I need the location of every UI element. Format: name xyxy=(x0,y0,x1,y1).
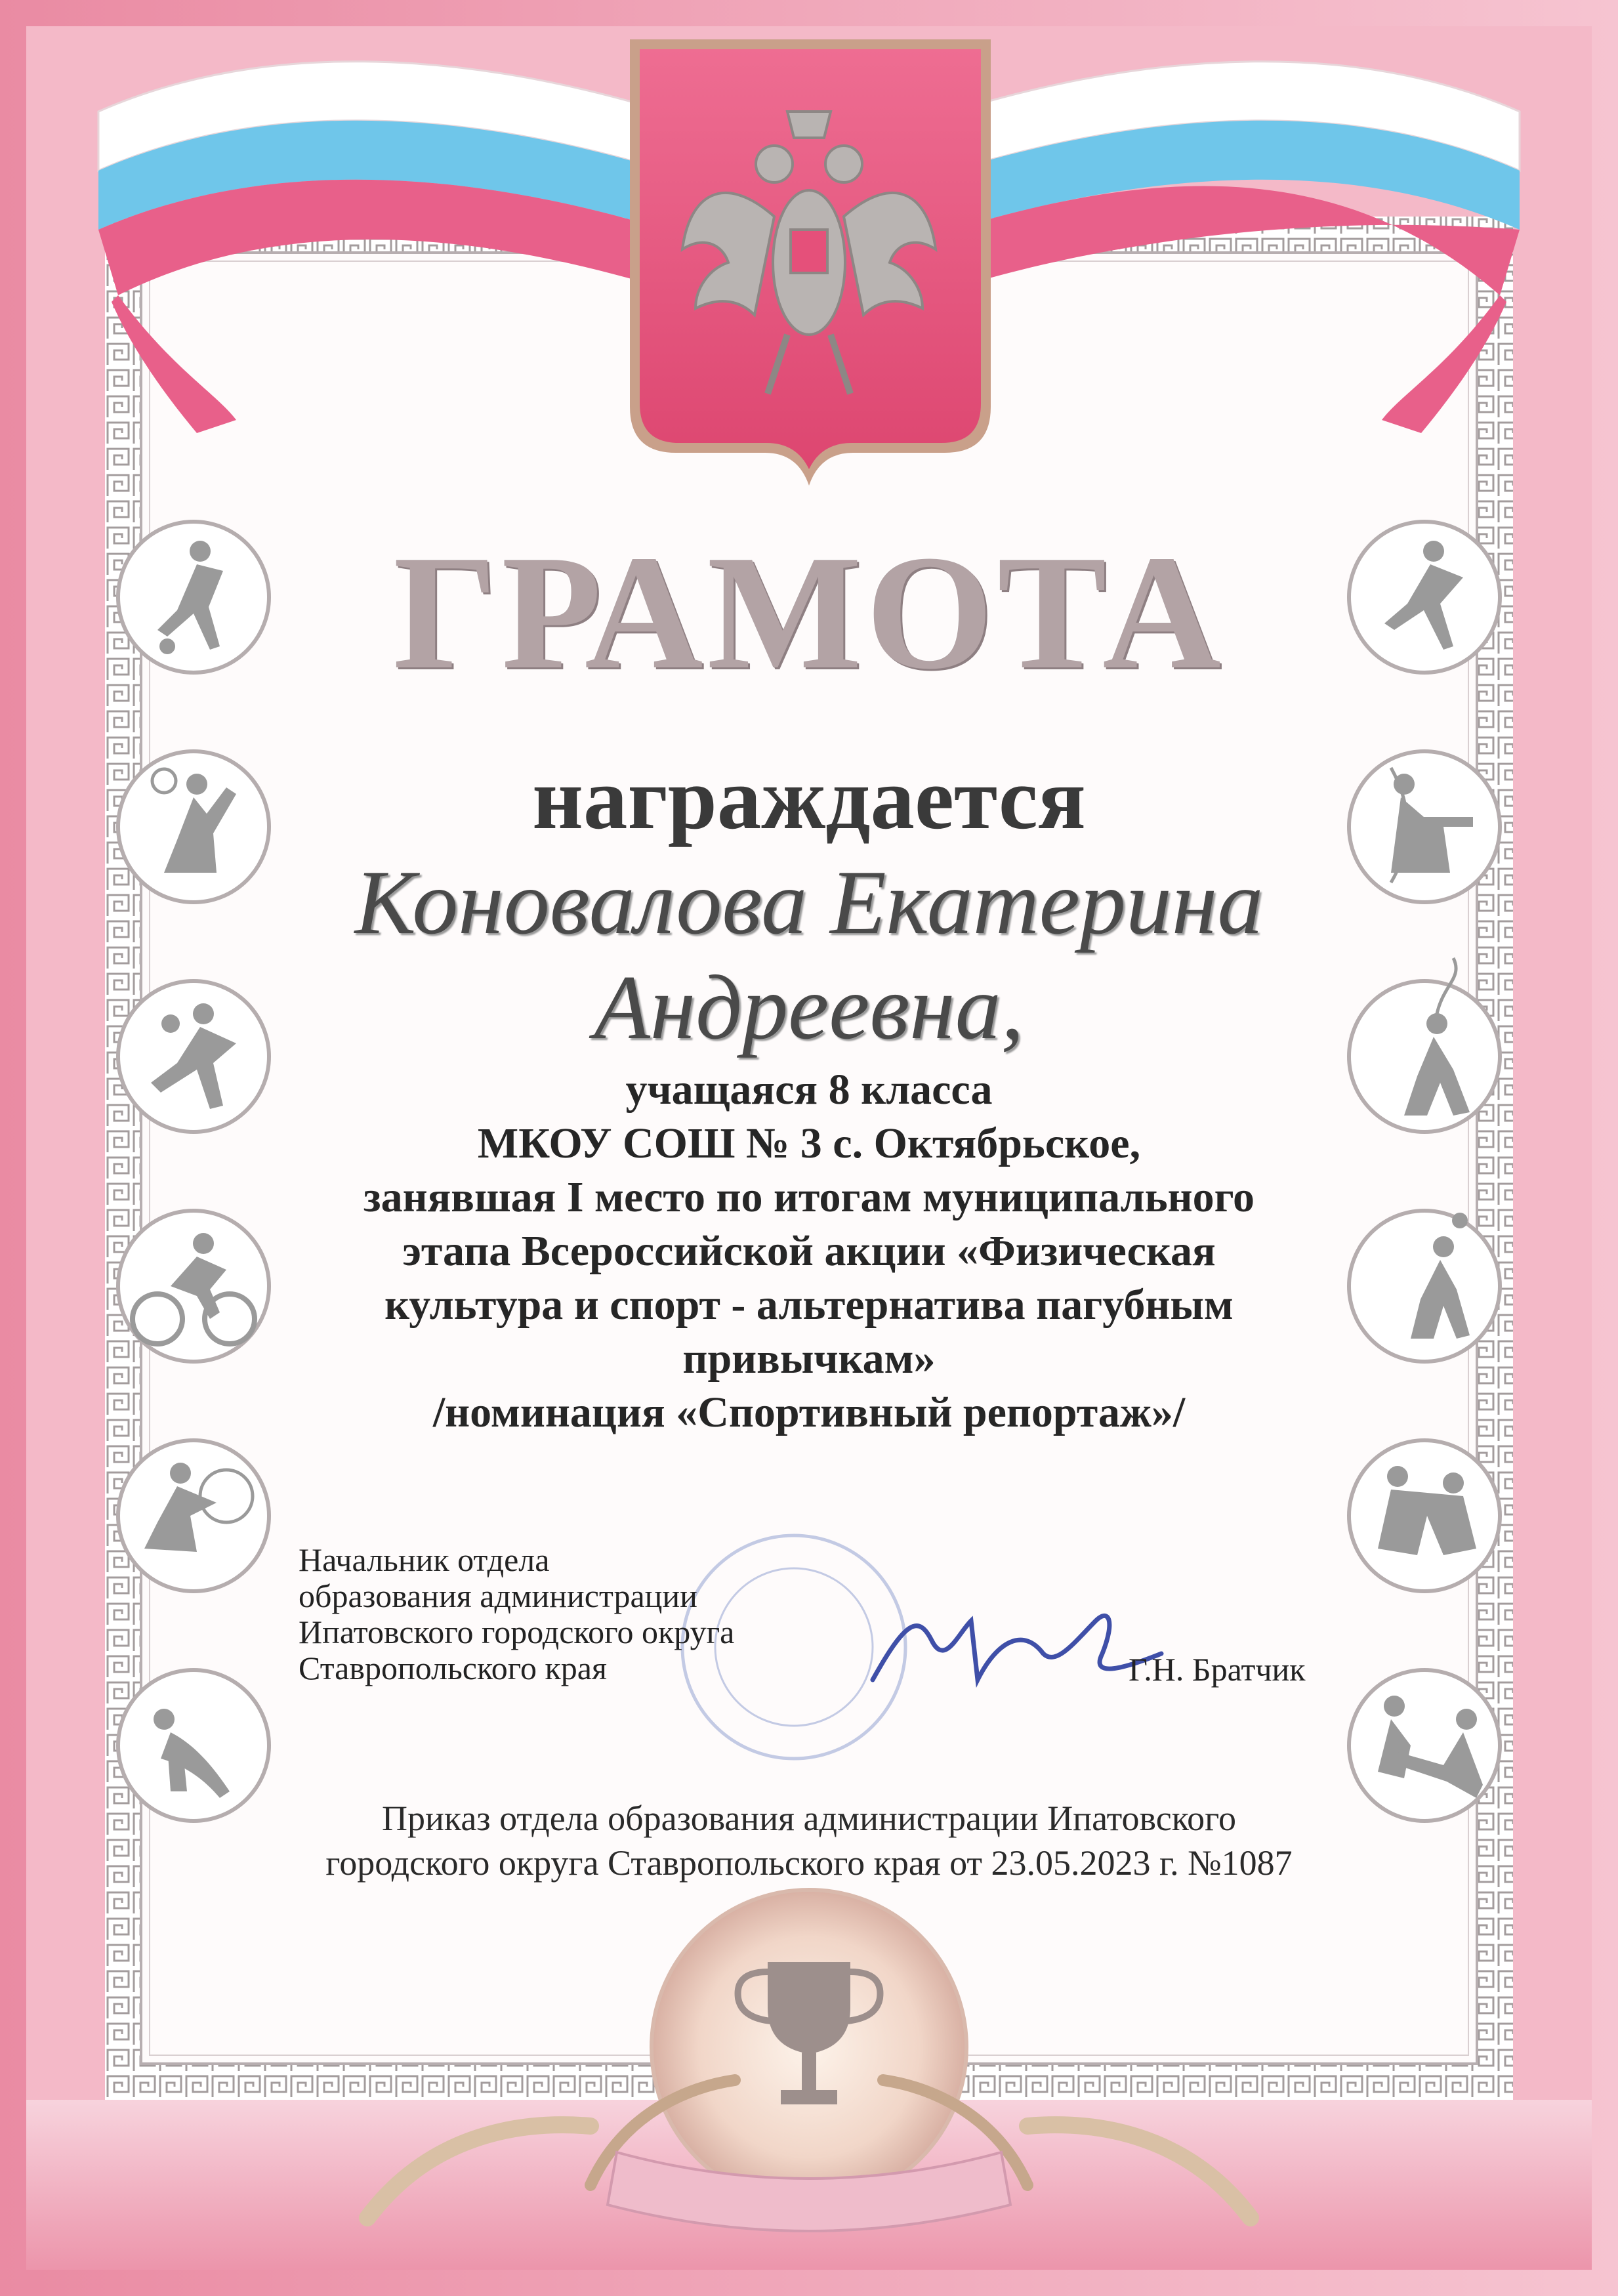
body-line: МКОУ СОШ № 3 с. Октябрьское, xyxy=(477,1119,1141,1167)
certificate-title: ГРАМОТА xyxy=(393,522,1225,703)
awarded-label: награждается xyxy=(532,750,1086,848)
recipient-name-line1: Коновалова Екатерина xyxy=(354,852,1264,953)
body-line: этапа Всероссийской акции «Физическая xyxy=(402,1227,1216,1275)
coat-of-arms xyxy=(630,39,991,486)
body-line: занявшая I место по итогам муниципального xyxy=(363,1173,1255,1221)
recipient-name-line2: Андреевна, xyxy=(594,957,1024,1058)
body-line: учащаяся 8 класса xyxy=(625,1066,993,1114)
signatory-title-line: Начальник отдела xyxy=(299,1541,550,1578)
order-line: Приказ отдела образования администрации Ипатовского xyxy=(382,1799,1236,1838)
nomination-line: /номинация «Спортивный репортаж»/ xyxy=(432,1388,1186,1436)
signatory-name: Г.Н. Братчик xyxy=(1129,1651,1306,1688)
order-line: городского округа Ставропольского края от 23.05.2023 г. №1087 xyxy=(325,1843,1293,1883)
signatory-title-line: образования администрации xyxy=(299,1577,697,1614)
body-line: культура и спорт - альтернатива пагубным xyxy=(384,1281,1234,1329)
signatory-title-line: Ставропольского края xyxy=(299,1650,607,1686)
signatory-title-line: Ипатовского городского округа xyxy=(299,1614,735,1650)
body-line: привычкам» xyxy=(682,1335,936,1383)
